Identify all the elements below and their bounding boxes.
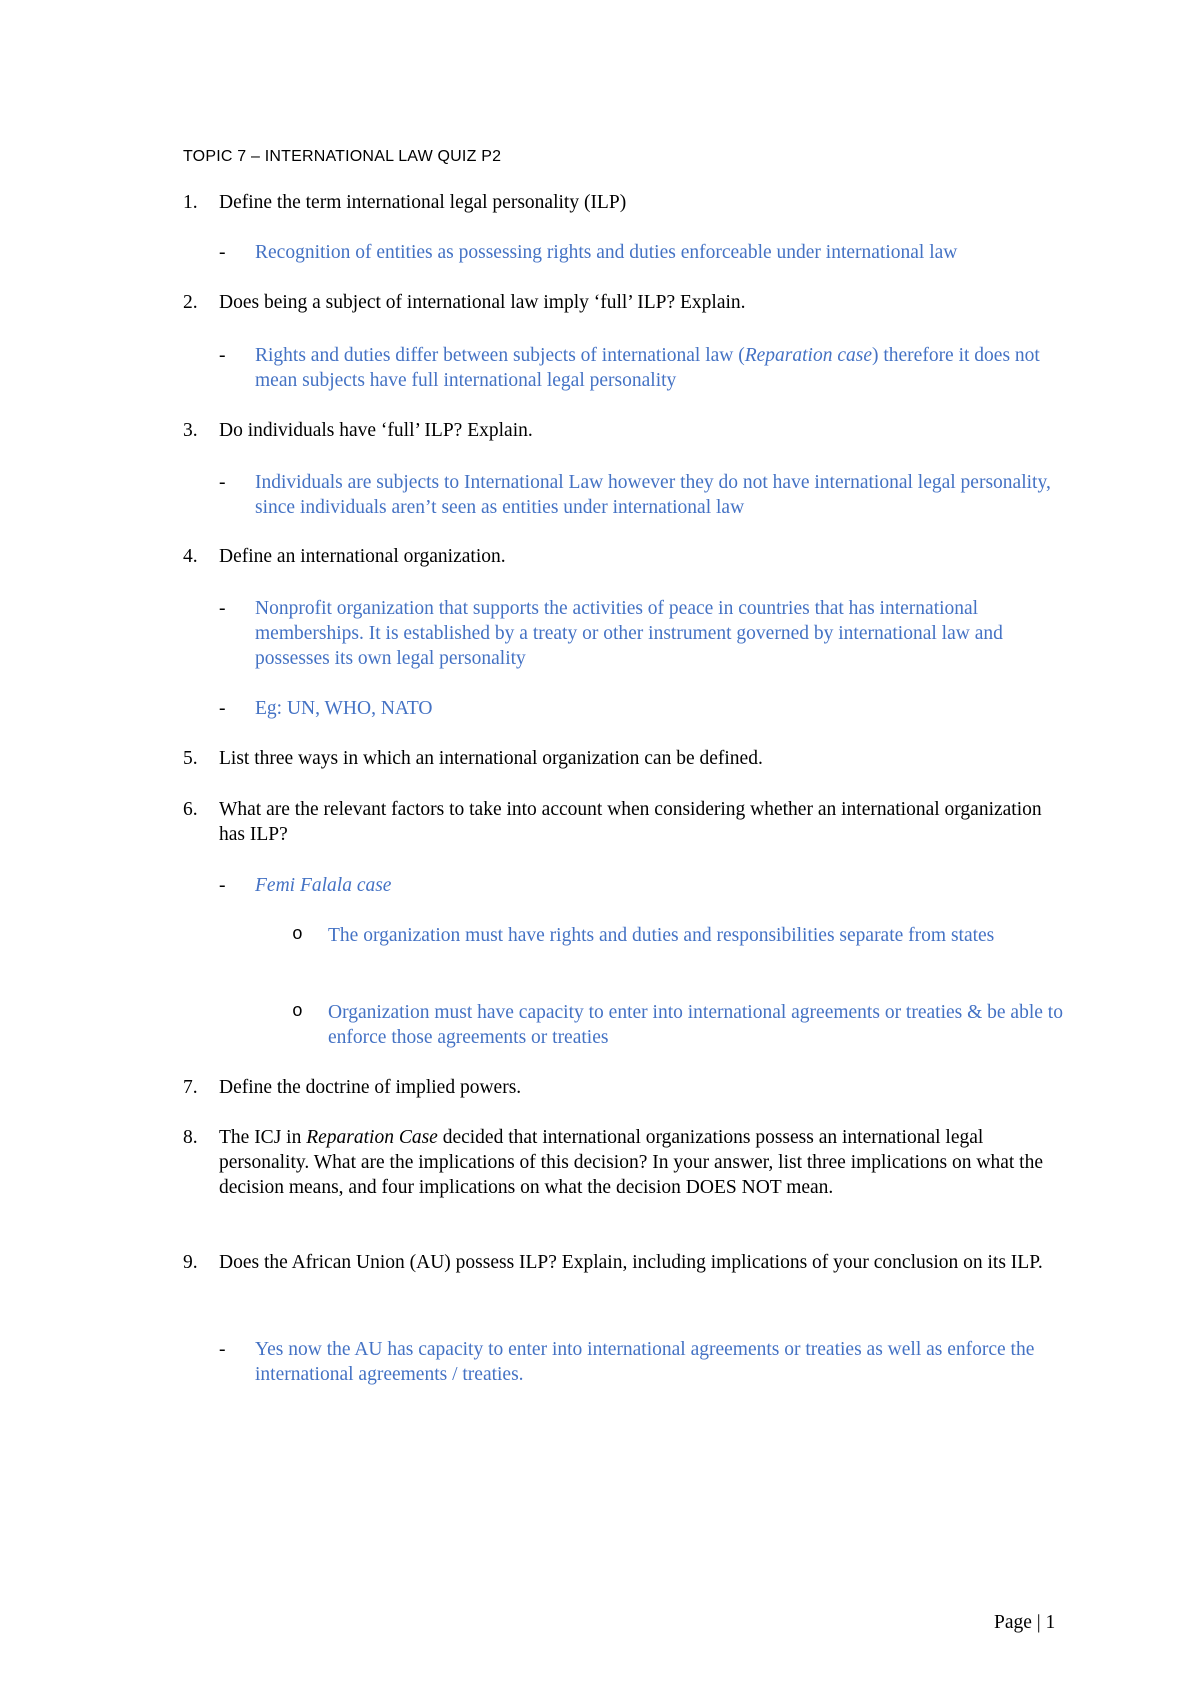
question-text: Define the term international legal personality (ILP)	[219, 192, 627, 213]
answer-text: Nonprofit organization that supports the activities of peace in countries that has international memberships. It is established by a treaty or other instrument governed by international law and possesses its own legal personality	[255, 598, 1003, 669]
answer-text: The organization must have rights and duties and responsibilities separate from states	[328, 925, 995, 946]
dash-bullet: -	[219, 598, 226, 619]
answer-text: Yes now the AU has capacity to enter into international agreements or treaties as well as enforce the international agreements / treaties.	[255, 1339, 1035, 1385]
dash-bullet: -	[219, 1339, 226, 1360]
question-text: Define the doctrine of implied powers.	[219, 1077, 522, 1098]
question-number: 4.	[183, 546, 198, 567]
answer-text: Individuals are subjects to International Law however they do not have international legal personality, since individuals aren’t seen as entities under international law	[255, 472, 1051, 518]
question-number: 1.	[183, 192, 198, 213]
question-text: Do individuals have ‘full’ ILP? Explain.	[219, 420, 533, 441]
circle-bullet: o	[292, 1002, 303, 1022]
page-number: Page | 1	[994, 1612, 1056, 1633]
question-number: 3.	[183, 420, 198, 441]
question-text: Define an international organization.	[219, 546, 506, 567]
question-number: 8.	[183, 1127, 198, 1148]
dash-bullet: -	[219, 242, 226, 263]
circle-bullet: o	[292, 925, 303, 945]
question-text: The ICJ in Reparation Case decided that international organizations possess an international legal personality. What are the implications of this decision? In your answer, list three implications on what the decision means, and four implications on what the decision DOES NOT mean.	[219, 1127, 1043, 1198]
question-number: 9.	[183, 1252, 198, 1273]
question-number: 6.	[183, 799, 198, 820]
dash-bullet: -	[219, 698, 226, 719]
question-text: List three ways in which an international organization can be defined.	[219, 748, 763, 769]
answer-text: Rights and duties differ between subjects of international law (Reparation case) therefore it does not mean subjects have full international legal personality	[255, 345, 1040, 391]
dash-bullet: -	[219, 345, 226, 366]
question-text: Does the African Union (AU) possess ILP? Explain, including implications of your conclusion on its ILP.	[219, 1252, 1043, 1273]
question-text: What are the relevant factors to take into account when considering whether an international organization has ILP?	[219, 799, 1042, 845]
page-title: TOPIC 7 – INTERNATIONAL LAW QUIZ P2	[183, 148, 502, 165]
dash-bullet: -	[219, 472, 226, 493]
answer-text: Organization must have capacity to enter into international agreements or treaties & be able to enforce those agreements or treaties	[328, 1002, 1063, 1048]
answer-text: Recognition of entities as possessing rights and duties enforceable under international law	[255, 242, 958, 263]
question-number: 5.	[183, 748, 198, 769]
case-name: Reparation case	[744, 345, 872, 366]
question-number: 2.	[183, 292, 198, 313]
answer-text: Eg: UN, WHO, NATO	[255, 698, 433, 719]
question-number: 7.	[183, 1077, 198, 1098]
dash-bullet: -	[219, 875, 226, 896]
case-name: Femi Falala case	[255, 875, 392, 896]
question-text: Does being a subject of international law imply ‘full’ ILP? Explain.	[219, 292, 746, 313]
case-name: Reparation Case	[306, 1127, 438, 1148]
